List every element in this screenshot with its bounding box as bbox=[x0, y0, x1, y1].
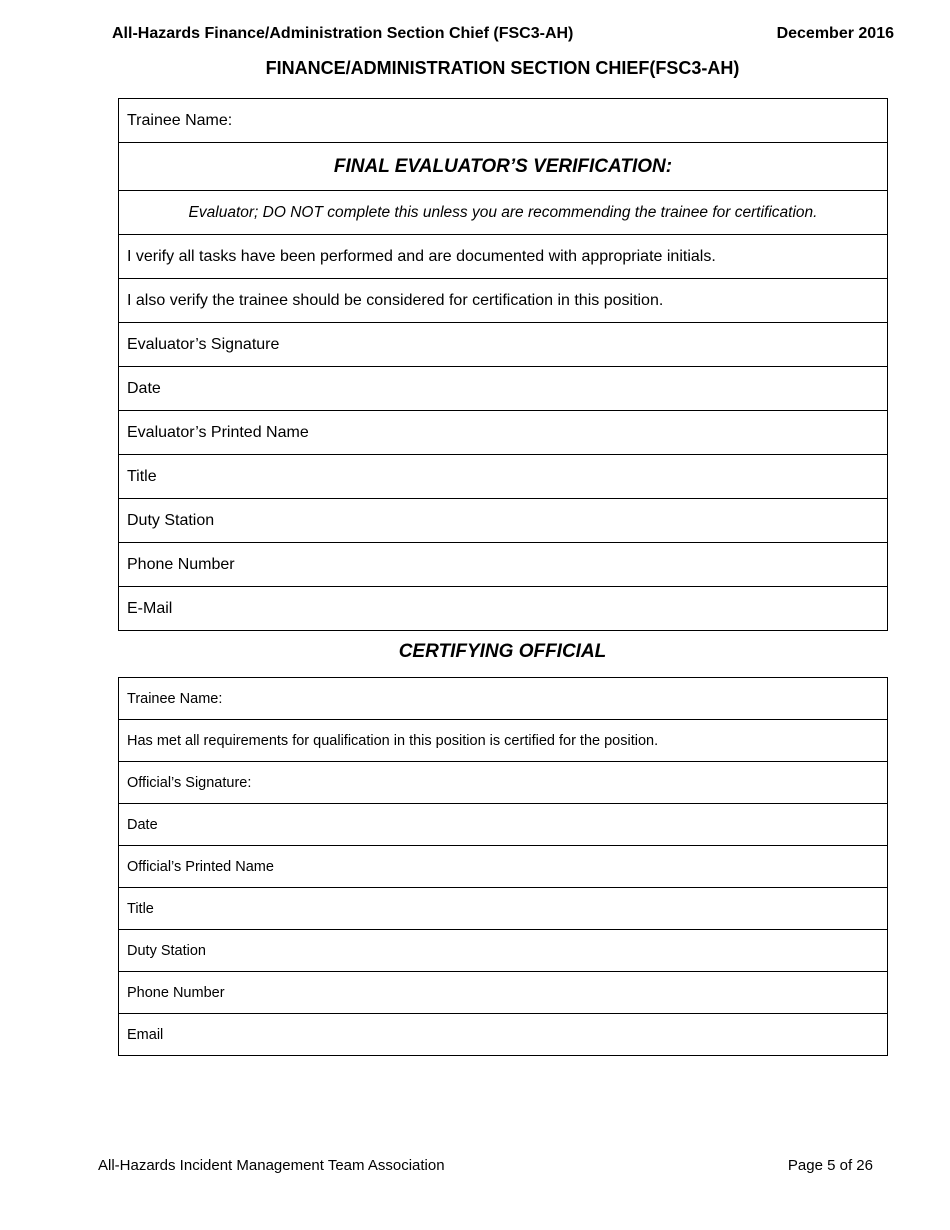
verify-certification-statement: I also verify the trainee should be considered for certification in this position. bbox=[119, 279, 888, 323]
certifying-trainee-name-field[interactable]: Trainee Name: bbox=[119, 678, 888, 720]
trainee-name-field[interactable]: Trainee Name: bbox=[119, 99, 888, 143]
footer-page-number: Page 5 of 26 bbox=[787, 1157, 873, 1174]
header-document-title: All-Hazards Finance/Administration Section Chief (FSC3-AH) bbox=[112, 25, 574, 42]
evaluator-email-field[interactable]: E-Mail bbox=[119, 587, 888, 631]
evaluator-date-field[interactable]: Date bbox=[119, 367, 888, 411]
evaluator-title-field[interactable]: Title bbox=[119, 455, 888, 499]
official-duty-station-field[interactable]: Duty Station bbox=[119, 930, 888, 972]
page-title: FINANCE/ADMINISTRATION SECTION CHIEF(FSC3-AH) bbox=[265, 58, 740, 78]
evaluator-verification-table bbox=[118, 98, 888, 631]
verify-tasks-statement: I verify all tasks have been performed and are documented with appropriate initials. bbox=[119, 235, 888, 279]
certifying-official-table bbox=[118, 677, 888, 1056]
official-email-field[interactable]: Email bbox=[119, 1014, 888, 1056]
evaluator-instruction-note: Evaluator; DO NOT complete this unless you are recommending the trainee for certification. bbox=[119, 191, 888, 235]
certifying-official-heading: CERTIFYING OFFICIAL bbox=[398, 641, 607, 662]
evaluator-phone-field[interactable]: Phone Number bbox=[119, 543, 888, 587]
official-date-field[interactable]: Date bbox=[119, 804, 888, 846]
evaluator-signature-field[interactable]: Evaluator’s Signature bbox=[119, 323, 888, 367]
official-title-field[interactable]: Title bbox=[119, 888, 888, 930]
evaluator-duty-station-field[interactable]: Duty Station bbox=[119, 499, 888, 543]
official-phone-field[interactable]: Phone Number bbox=[119, 972, 888, 1014]
header-date: December 2016 bbox=[776, 25, 894, 42]
final-evaluator-verification-heading: FINAL EVALUATOR’S VERIFICATION: bbox=[119, 143, 888, 191]
official-printed-name-field[interactable]: Official’s Printed Name bbox=[119, 846, 888, 888]
footer-organization: All-Hazards Incident Management Team Association bbox=[98, 1157, 445, 1174]
official-signature-field[interactable]: Official’s Signature: bbox=[119, 762, 888, 804]
evaluator-printed-name-field[interactable]: Evaluator’s Printed Name bbox=[119, 411, 888, 455]
certification-statement: Has met all requirements for qualification in this position is certified for the position. bbox=[119, 720, 888, 762]
